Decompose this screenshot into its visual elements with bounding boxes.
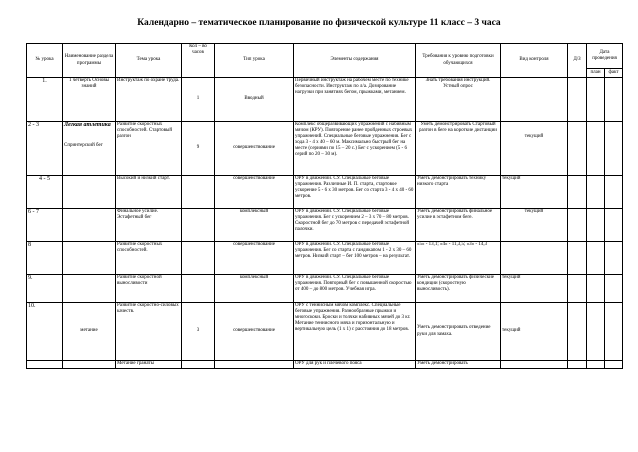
table-row xyxy=(27,176,623,209)
header-hours: Кол – во часов xyxy=(182,44,215,78)
row-hours: 3 xyxy=(182,303,215,361)
row-content: ОРУ в движении. СУ. Специальные беговые упражнения. Бег со старта с гандикапом 1 - 2 х 30 – 60 метров. Низкий старт – бег 100 метров – на результат. xyxy=(294,242,416,275)
header-section: Наименование раздела программы xyxy=(63,44,116,78)
row-section: 1 четверть Основы знаний xyxy=(63,78,116,122)
row-requirements: Уметь демонстрировать технику низкого старта xyxy=(416,176,501,209)
row-requirements: Уметь демонстрировать физические кондиции (скоростную выносливость). xyxy=(416,275,501,303)
table-row xyxy=(27,122,623,176)
table-row xyxy=(27,275,623,303)
row-topic: Высокий и низкий старт. xyxy=(116,176,182,209)
row-control xyxy=(501,78,568,122)
row-topic: Развитие скоростной выносливости xyxy=(116,275,182,303)
row-hours: 1 xyxy=(182,78,215,122)
row-topic: Развитие скоростных способностей. xyxy=(116,242,182,275)
row-num: 10. xyxy=(27,303,63,361)
row-type: совершенствование xyxy=(215,176,294,209)
row-num: 8 xyxy=(27,242,63,275)
table-row xyxy=(27,78,623,122)
row-num: 2 - 3 xyxy=(27,122,63,176)
row-control: текущий xyxy=(501,122,568,176)
header-type: Тип урока xyxy=(215,44,294,78)
row-content: Первичный инструктаж на рабочем месте по технике безопасности. Инструктаж по л/а. Дозирование нагрузки при занятиях бегом, прыжками, метанием. xyxy=(294,78,416,122)
header-num: № урока xyxy=(27,44,63,78)
row-requirements: Уметь демонстрировать финальное усилие в эстафетном беге. xyxy=(416,209,501,242)
row-type: Вводный xyxy=(215,78,294,122)
plan-table xyxy=(26,43,623,369)
row-topic: Развитие скоростных способностей. Стартовый разгон xyxy=(116,122,182,176)
row-content: ОРУ для рук и плечевого пояса xyxy=(294,361,416,369)
page-title: Календарно – тематическое планирование по физической культуре 11 класс – 3 часа xyxy=(137,18,501,28)
row-num: 1. xyxy=(27,78,63,122)
row-control: текущий xyxy=(501,275,568,303)
row-type: совершенствование xyxy=(215,122,294,176)
row-requirements: Уметь демонстрировать отведение руки для замаха. xyxy=(416,303,501,361)
row-topic: Финальное усилие. Эстафетный бег xyxy=(116,209,182,242)
row-type: совершенствование xyxy=(215,303,294,361)
section-title: Легкая атлетика xyxy=(64,122,111,128)
row-requirements: «5» - 13,1; «4» - 11,3,5; «3» - 14,3 xyxy=(416,242,501,275)
row-requirements: Знать требования инструкций. Устный опрос xyxy=(416,78,501,122)
header-dz: Д/З xyxy=(568,44,587,78)
header-control: Вид контроля xyxy=(501,44,568,78)
row-control: текущий xyxy=(501,176,568,209)
row-control: текущий xyxy=(501,303,568,361)
table-row xyxy=(27,303,623,361)
row-topic: Инструктаж по охране труда. xyxy=(116,78,182,122)
row-type: комплексный xyxy=(215,275,294,303)
row-hours: 9 xyxy=(182,122,215,176)
row-content: ОРУ с теннисным мячом комплекс. Специальные беговые упражнения. Разнообразные прыжки и многоскоки. Броски и толчки набивных мячей до 3 кг. Метание теннисного мяча и горизонтальную и вертикальную цель (1 х 1) с расстояния до 18 метров. xyxy=(294,303,416,361)
row-num: 4 - 5 xyxy=(27,176,63,209)
row-content: ОРУ в движении. СУ. Специальные беговые упражнения. Различные И. П. старта, стартовое ускорение 5 - 6 х 30 метров. Бег со старта 3 - 4 х 40 - 60 метров. xyxy=(294,176,416,209)
header-date: Дата проведения xyxy=(587,44,623,69)
row-type: совершенствование xyxy=(215,242,294,275)
row-control: текущий xyxy=(501,209,568,242)
header-content: Элементы содержания xyxy=(294,44,416,78)
row-requirements: Уметь демонстрировать Стартовый разгон в беге на короткие дистанции xyxy=(416,122,501,176)
row-num: 9. xyxy=(27,275,63,303)
header-fact: факт xyxy=(605,69,623,78)
row-topic: Метание гранаты xyxy=(116,361,182,369)
row-content: Комплекс общеразвивающих упражнений с набивным мячом (КРУ). Повторение ранее пройденных строевых упражнений. Специальные беговые упражнения. Бег с хода 3 - 4 х 40 – 60 м. Максимально быстрый бег на месте (сериями по 15 – 20 с.) Бег с ускорением (5 - 6 серий по 20 – 30 м). xyxy=(294,122,416,176)
header-row xyxy=(27,44,623,69)
table-row xyxy=(27,361,623,369)
row-topic: Развитие скоростно-силовых качеств. xyxy=(116,303,182,361)
header-requirements: Требования к уровню подготовки обучающихся xyxy=(416,44,501,78)
row-content: ОРУ в движении. СУ. Специальные беговые упражнения. Повторный бег с повышенной скоростью от 400 – до 800 метров. Учебная игра. xyxy=(294,275,416,303)
table-row xyxy=(27,209,623,242)
row-content: ОРУ в движении. СУ. Специальные беговые упражнения. Бег с ускорением 2 – 3 х 70 – 80 метров. Скоростной бег до 70 метров с передачей эстафетной палочки. xyxy=(294,209,416,242)
row-section: метание xyxy=(63,303,116,361)
header-topic: Тема урока xyxy=(116,44,182,78)
row-num: 6 - 7 xyxy=(27,209,63,242)
table-row xyxy=(27,242,623,275)
section-subtitle: Спринтерский бег xyxy=(64,143,103,148)
row-type: комплексный xyxy=(215,209,294,242)
header-plan: план xyxy=(587,69,605,78)
row-requirements: Уметь демонстрировать xyxy=(416,361,501,369)
row-section xyxy=(63,122,116,176)
